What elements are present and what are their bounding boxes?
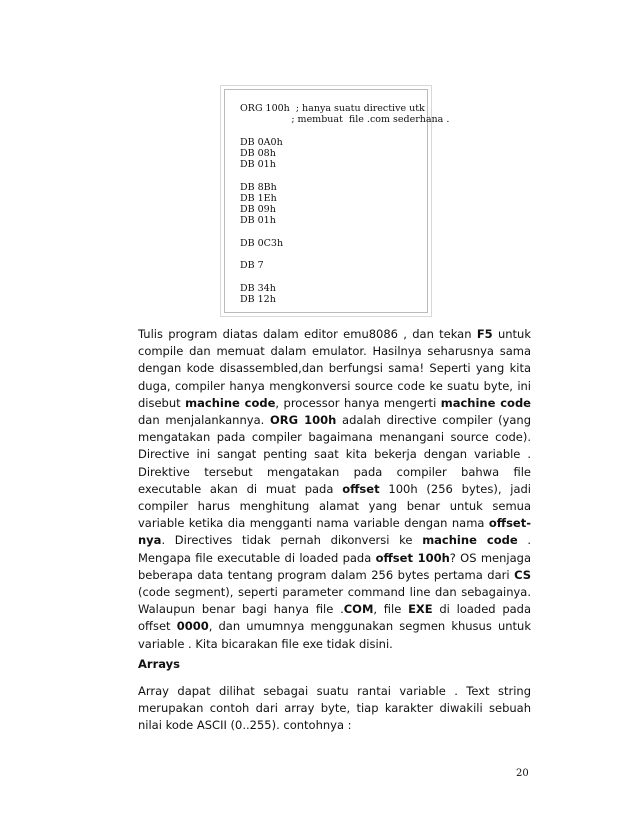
paragraph-explanation <box>138 326 531 653</box>
code-listing <box>240 103 449 305</box>
bold-term: offset 100h <box>375 550 450 565</box>
code-line <box>240 272 449 283</box>
bold-term: offset-nya <box>138 516 531 548</box>
text-run: , dan umumnya menggunakan segmen khusus untuk variable . Kita bicarakan file exe tidak disini. <box>138 619 532 651</box>
code-line: DB 7 <box>240 260 264 272</box>
paragraph-arrays: Array dapat dilihat sebagai suatu rantai variable . Text string merupakan contoh dari array byte, tiap karakter diwakili sebuah nilai kode ASCII (0..255). contohnya : <box>138 684 531 733</box>
text-run: adalah directive compiler (yang mengatakan pada compiler bagaimana menangani source code). Directive ini sangat penting saat kita bekerja dengan variable . Direktive tersebut mengatakan pada compiler bahwa file executable akan di muat pada <box>138 413 531 496</box>
code-line: ; membuat file .com sederhana . <box>240 114 450 126</box>
code-line: DB 01h <box>240 215 276 227</box>
bold-term: COM <box>343 602 374 617</box>
text-run: di loaded pada offset <box>138 602 532 634</box>
code-line: DB 09h <box>240 204 276 216</box>
text-run: , file <box>373 602 409 617</box>
code-line <box>240 226 449 237</box>
code-line: DB 01h <box>240 159 276 171</box>
code-line: DB 1Eh <box>240 192 277 204</box>
code-line: DB 34h <box>240 283 276 295</box>
bold-term: machine code <box>185 395 276 410</box>
code-line <box>240 249 449 260</box>
bold-term: ORG 100h <box>269 413 337 428</box>
bold-term: F5 <box>476 327 493 341</box>
text-run: . Mengapa file executable di loaded pada <box>138 533 532 565</box>
page-number: 20 <box>516 768 529 779</box>
code-line: DB 0A0h <box>240 136 283 148</box>
bold-term: 0000 <box>176 619 209 634</box>
bold-term: machine code <box>422 533 518 548</box>
text-run: , processor hanya mengerti <box>275 395 441 410</box>
code-line: DB 0C3h <box>240 237 284 249</box>
text-run: 100h (256 bytes), jadi compiler harus menghitung alamat yang benar untuk semua variable ketika dia mengganti nama variable dengan nama <box>138 481 532 531</box>
text-run: ? OS menjaga beberapa data tentang program dalam 256 bytes pertama dari <box>138 550 531 582</box>
code-line: DB 08h <box>240 147 276 159</box>
text-run: dan menjalankannya. <box>138 413 270 428</box>
text-run: (code segment), seperti parameter command line dan sebagainya. Walaupun benar bagi hanya file . <box>138 585 531 617</box>
text-run: Tulis program diatas dalam editor emu8086 , dan tekan <box>138 327 477 341</box>
bold-term: EXE <box>408 602 433 617</box>
bold-term: offset <box>342 481 380 496</box>
text-run: untuk compile dan memuat dalam emulator. Hasilnya seharusnya sama dengan kode disassembled,dan berfungsi sama! Seperti yang kita duga, compiler hanya mengkonversi source code ke suatu byte, ini disebut <box>138 327 531 410</box>
text-run: . Directives tidak pernah dikonversi ke <box>161 533 423 548</box>
code-line: ORG 100h ; hanya suatu directive utk <box>240 103 425 114</box>
code-line: DB 12h <box>240 294 276 306</box>
bold-term: machine code <box>440 395 531 410</box>
bold-term: CS <box>514 567 531 582</box>
code-line: DB 8Bh <box>240 181 277 193</box>
code-line <box>240 125 449 136</box>
section-heading-arrays: Arrays <box>138 657 180 671</box>
code-line <box>240 170 449 181</box>
